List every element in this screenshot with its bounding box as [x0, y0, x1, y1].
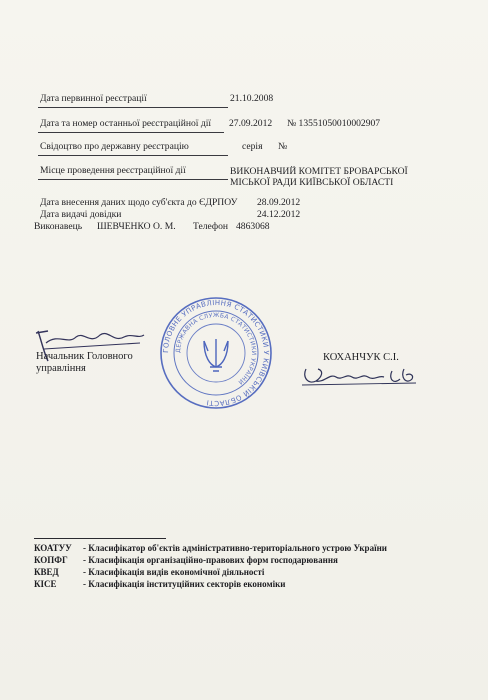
- signatory-name: КОХАНЧУК С.І.: [323, 352, 399, 363]
- series-label: серія: [242, 141, 263, 152]
- footnote-code: КІСЕ: [34, 579, 57, 589]
- edrpou-entry-date: 28.09.2012: [257, 197, 301, 208]
- place-line-2: МІСЬКОЇ РАДИ КИЇВСЬКОЇ ОБЛАСТІ: [230, 177, 394, 188]
- official-stamp: [158, 295, 274, 411]
- signature-title-line-1: Начальник Головного: [36, 351, 133, 362]
- svg-text:ГОЛОВНЕ УПРАВЛІННЯ СТАТИСТИКИ: ГОЛОВНЕ УПРАВЛІННЯ СТАТИСТИКИ У КИЇВСЬКІЙ ОБЛАСТІ: [161, 298, 271, 408]
- executor-label: Виконавець: [34, 221, 83, 232]
- footnote-text: - Класифікація видів економічної діяльності: [83, 567, 265, 577]
- footnote-text: - Класифікатор об'єктів адміністративно-територіального устрою України: [83, 543, 387, 553]
- underline: [38, 155, 228, 156]
- place-label: Місце проведення реєстраційної дії: [40, 165, 186, 176]
- phone-number: 4863068: [236, 221, 270, 232]
- last-registration-date: 27.09.2012: [229, 118, 273, 129]
- phone-label: Телефон: [193, 221, 229, 232]
- executor-name: ШЕВЧЕНКО О. М.: [97, 221, 176, 232]
- footnote-text: - Класифікація інституційних секторів економіки: [83, 579, 286, 589]
- number-label: №: [278, 141, 288, 152]
- underline: [38, 107, 228, 108]
- issue-label: Дата видачі довідки: [40, 209, 122, 220]
- svg-text:ДЕРЖАВНА СЛУЖБА СТАТИСТИКИ УКР: ДЕРЖАВНА СЛУЖБА СТАТИСТИКИ УКРАЇНИ: [174, 311, 258, 386]
- certificate-label: Свідоцтво про державну реєстрацію: [40, 141, 189, 152]
- footnote-text: - Класифікація організаційно-правових форм господарювання: [83, 555, 338, 565]
- footnote-code: КВЕД: [34, 567, 59, 577]
- handwritten-signature: [300, 363, 420, 389]
- signature-title-line-2: управління: [36, 363, 86, 374]
- footnote-code: КОАТУУ: [34, 543, 72, 553]
- last-registration-label: Дата та номер останньої реєстраційної дії: [40, 118, 212, 129]
- issue-date: 24.12.2012: [257, 209, 301, 220]
- first-registration-label: Дата первинної реєстрації: [40, 93, 147, 104]
- first-registration-date: 21.10.2008: [230, 93, 274, 104]
- place-line-1: ВИКОНАВЧИЙ КОМІТЕТ БРОВАРСЬКОЇ: [230, 166, 408, 177]
- footnote-code: КОПФГ: [34, 555, 68, 565]
- last-registration-number: № 13551050010002907: [287, 118, 381, 129]
- edrpou-entry-label: Дата внесення даних щодо суб'єкта до ЄДРПОУ: [40, 197, 238, 208]
- footnote-separator: [34, 538, 166, 539]
- underline: [38, 132, 224, 133]
- underline: [38, 179, 228, 180]
